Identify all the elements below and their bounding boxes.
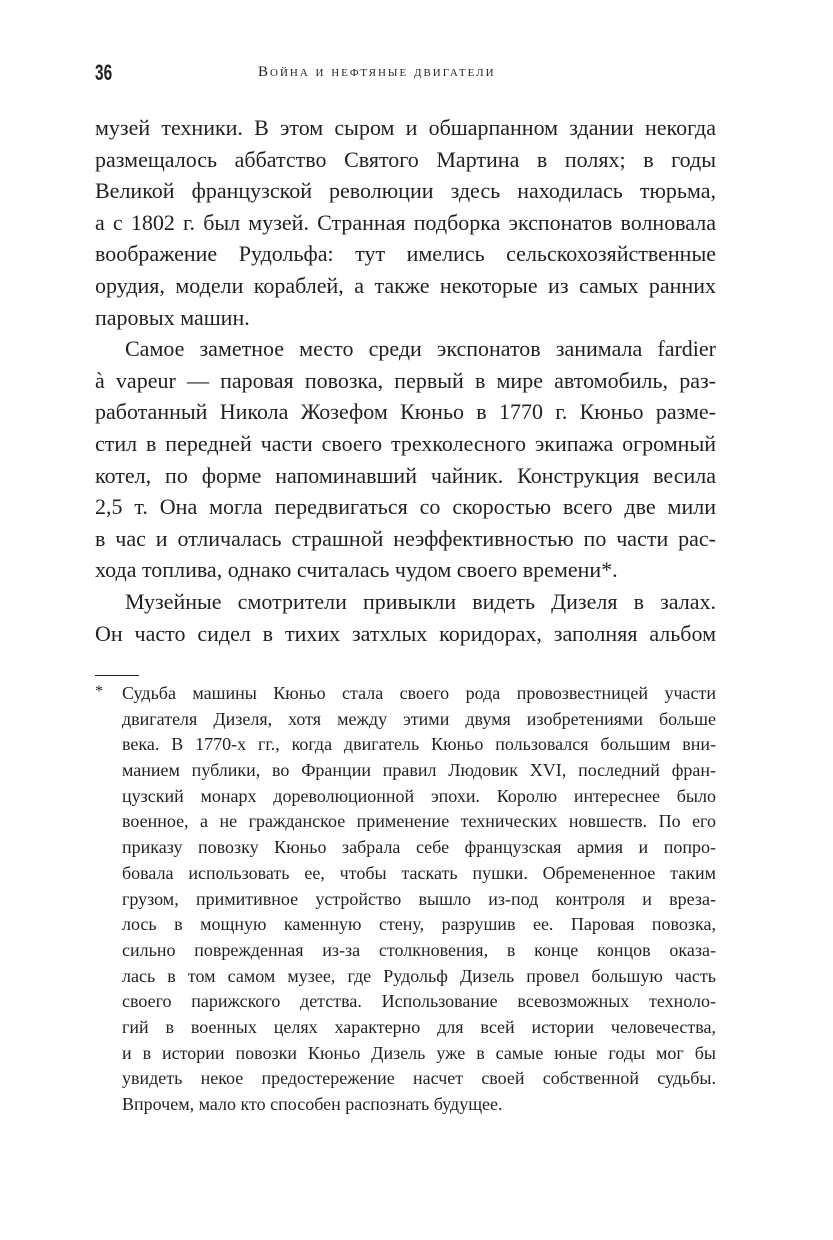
footnote-line: и в истории повозки Кюньо Дизель уже в самые юные годы мог бы xyxy=(122,1042,716,1063)
paragraph-3-line: Музейные смотрители привыкли видеть Дизеля в залах. xyxy=(125,588,716,614)
page-number: 36 xyxy=(95,60,113,85)
footnote-line: грузом, примитивное устройство вышло из-под контроля и вреза- xyxy=(122,888,716,909)
footnote-line: военное, а не гражданское применение технических новшеств. По его xyxy=(122,811,716,832)
paragraph-3-line: Он часто сидел в тихих затхлых коридорах, заполняя альбом xyxy=(95,620,716,646)
footnote-text xyxy=(122,681,716,1118)
paragraph-2-line: à vapeur — паровая повозка, первый в мире автомобиль, раз- xyxy=(95,367,716,393)
paragraph-1-line: воображение Рудольфа: тут имелись сельскохозяйственные xyxy=(95,241,716,267)
footnote-divider xyxy=(95,675,139,676)
paragraph-1-line: размещалось аббатство Святого Мартина в полях; в годы xyxy=(95,146,716,172)
paragraph-1-line: музей техники. В этом сыром и обшарпанном здании некогда xyxy=(95,115,716,140)
paragraph-1-line: Великой французской революции здесь находилась тюрьма, xyxy=(95,178,716,204)
footnote-line: гий в военных целях характерно для всей истории человечества, xyxy=(122,1016,716,1037)
footnote-line: приказу повозку Кюньо забрала себе французская армия и попро- xyxy=(122,837,716,858)
paragraph-2-line: стил в передней части своего трехколесного экипажа огромный xyxy=(95,430,716,456)
paragraph-2-line: хода топлива, однако считалась чудом своего времени*. xyxy=(95,557,618,583)
paragraph-2-line: работанный Никола Жозефом Кюньо в 1770 г. Кюньо разме- xyxy=(95,399,716,425)
footnote-line: Впрочем, мало кто способен распознать будущее. xyxy=(122,1094,503,1114)
footnote-line: двигателя Дизеля, хотя между этими двумя изобретениями больше xyxy=(122,708,716,729)
paragraph-1-line: а с 1802 г. был музей. Странная подборка экспонатов волновала xyxy=(95,209,716,235)
paragraph-2-line: котел, по форме напоминавший чайник. Конструкция весила xyxy=(95,462,716,488)
footnote-line: лось в мощную каменную стену, разрушив ее. Паровая повозка, xyxy=(122,914,716,935)
footnote-line: цузский монарх дореволюционной эпохи. Королю интереснее было xyxy=(122,785,716,806)
footnote-line: века. В 1770-х гг., когда двигатель Кюньо пользовался большим вни- xyxy=(122,734,716,755)
paragraph-1-line: орудия, модели кораблей, а также некоторые из самых ранних xyxy=(95,272,716,298)
running-title: Война и нефтяные двигатели xyxy=(258,64,496,80)
body-text xyxy=(95,112,716,649)
footnote-marker: * xyxy=(95,683,103,700)
footnote-line: сильно поврежденная из-за столкновения, в конце концов оказа- xyxy=(122,939,716,960)
footnote-line: лась в том самом музее, где Рудольф Дизель провел большую часть xyxy=(122,965,716,986)
paragraph-2-line: в час и отличалась страшной неэффективностью по части рас- xyxy=(95,525,716,551)
footnote-line: бовала использовать ее, чтобы таскать пушки. Обремененное таким xyxy=(122,862,716,883)
footnote-line: своего парижского детства. Использование всевозможных техноло- xyxy=(122,991,716,1012)
paragraph-2-line: Самое заметное место среди экспонатов занимала fardier xyxy=(125,336,716,362)
paragraph-1-line: паровых машин. xyxy=(95,304,250,330)
paragraph-2-line: 2,5 т. Она могла передвигаться со скоростью всего две мили xyxy=(95,494,716,520)
footnote-line: Судьба машины Кюньо стала своего рода провозвестницей участи xyxy=(122,683,716,703)
footnote-line: увидеть некое предостережение насчет своей собственной судьбы. xyxy=(122,1068,716,1089)
footnote-line: манием публики, во Франции правил Людовик XVI, последний фран- xyxy=(122,760,716,781)
